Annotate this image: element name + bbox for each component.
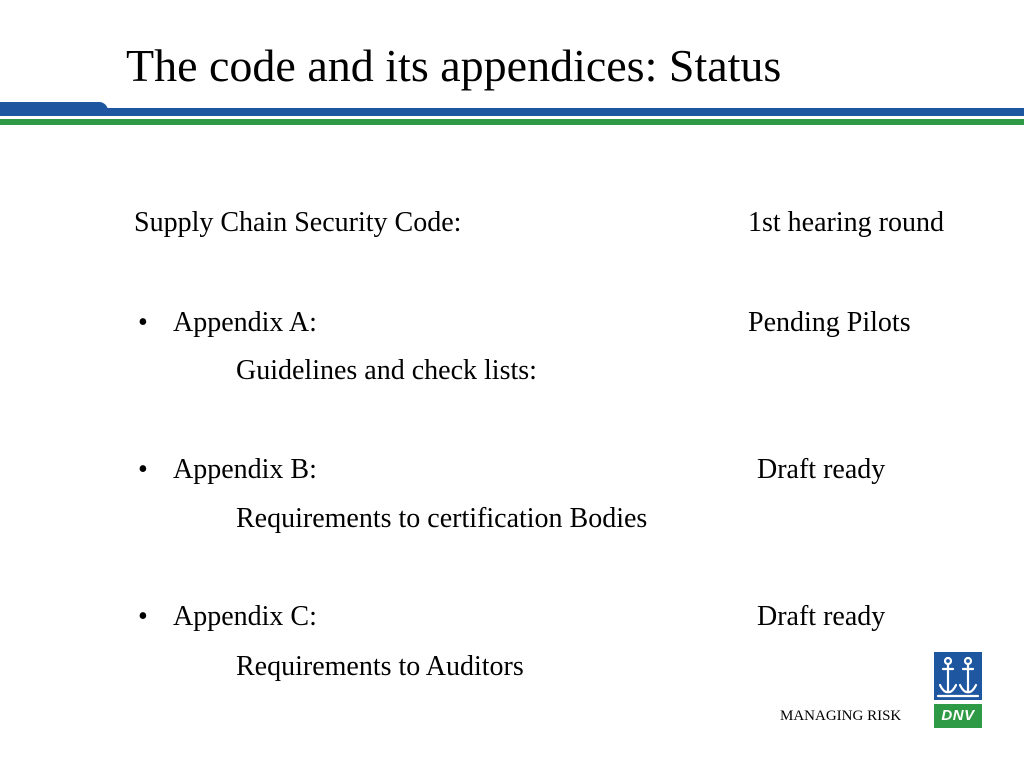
appendix-a-description: Guidelines and check lists: bbox=[236, 355, 537, 386]
managing-risk-tagline: MANAGING RISK bbox=[780, 708, 902, 724]
anchor-emblem-icon bbox=[934, 652, 982, 700]
bullet-appendix-a: • bbox=[138, 307, 148, 338]
bullet-appendix-b: • bbox=[138, 454, 148, 485]
appendix-a-label: Appendix A: bbox=[173, 307, 317, 338]
slide-title: The code and its appendices: Status bbox=[126, 40, 782, 91]
anchor-emblem-svg bbox=[934, 652, 982, 700]
appendix-b-status: Draft ready bbox=[757, 454, 886, 485]
appendix-c-label: Appendix C: bbox=[173, 601, 317, 632]
header-blue-rule bbox=[0, 102, 1024, 116]
header-rule-bar bbox=[0, 108, 1024, 116]
appendix-a-status: Pending Pilots bbox=[748, 307, 911, 338]
appendix-c-description: Requirements to Auditors bbox=[236, 651, 524, 682]
code-label: Supply Chain Security Code: bbox=[134, 207, 462, 238]
code-status: 1st hearing round bbox=[748, 207, 944, 238]
appendix-b-label: Appendix B: bbox=[173, 454, 317, 485]
appendix-c-status: Draft ready bbox=[757, 601, 886, 632]
dnv-logo: DNV bbox=[934, 704, 982, 728]
bullet-appendix-c: • bbox=[138, 601, 148, 632]
header-green-rule bbox=[0, 119, 1024, 125]
appendix-b-description: Requirements to certification Bodies bbox=[236, 503, 648, 534]
